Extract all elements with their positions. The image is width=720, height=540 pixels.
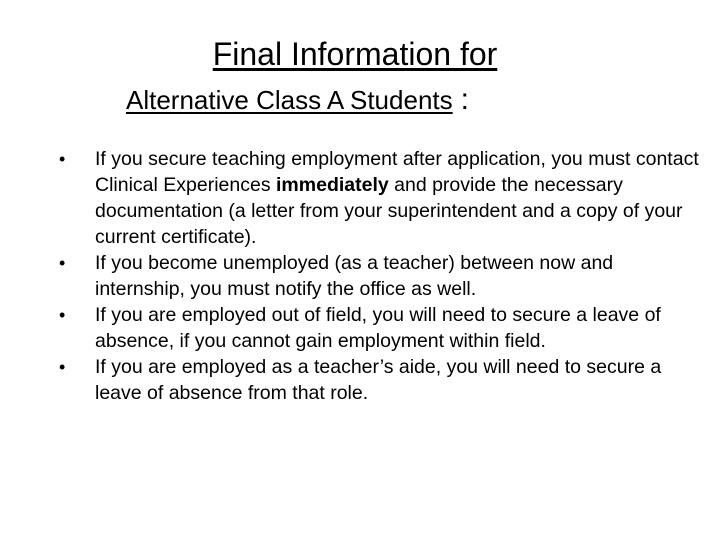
subtitle-colon: : [460, 83, 469, 116]
bullet-dot-icon: • [59, 149, 66, 169]
bullet-list [0, 146, 720, 406]
bullet-2-text: If you become unemployed (as a teacher) between now and internship, you must notify the office as well. [95, 252, 614, 300]
slide-subtitle [126, 82, 469, 118]
slide-title: Final Information for [212, 36, 498, 72]
bullet-3-text: If you are employed out of field, you will need to secure a leave of absence, if you cannot gain employment within field. [95, 304, 661, 352]
bullet-item-2 [0, 250, 720, 302]
bullet-item-3 [0, 302, 720, 354]
bullet-item-1 [0, 146, 720, 250]
bullet-dot-icon: • [59, 357, 66, 377]
bullet-1-text-end: and provide the necessary documentation (a letter from your superintendent and a copy of your current certificate). [95, 174, 683, 248]
bullet-dot-icon: • [59, 253, 66, 273]
bullet-4-text: If you are employed as a teacher’s aide, you will need to secure a leave of absence from that role. [95, 356, 662, 404]
subtitle-text: Alternative Class A Students [126, 85, 453, 115]
bullet-dot-icon: • [59, 305, 66, 325]
bullet-1-text-start: If you secure teaching employment after application, you must contact Clinical Experiences [95, 148, 699, 196]
bullet-1-emphasis: immediately [276, 174, 389, 196]
bullet-item-4 [0, 354, 720, 406]
